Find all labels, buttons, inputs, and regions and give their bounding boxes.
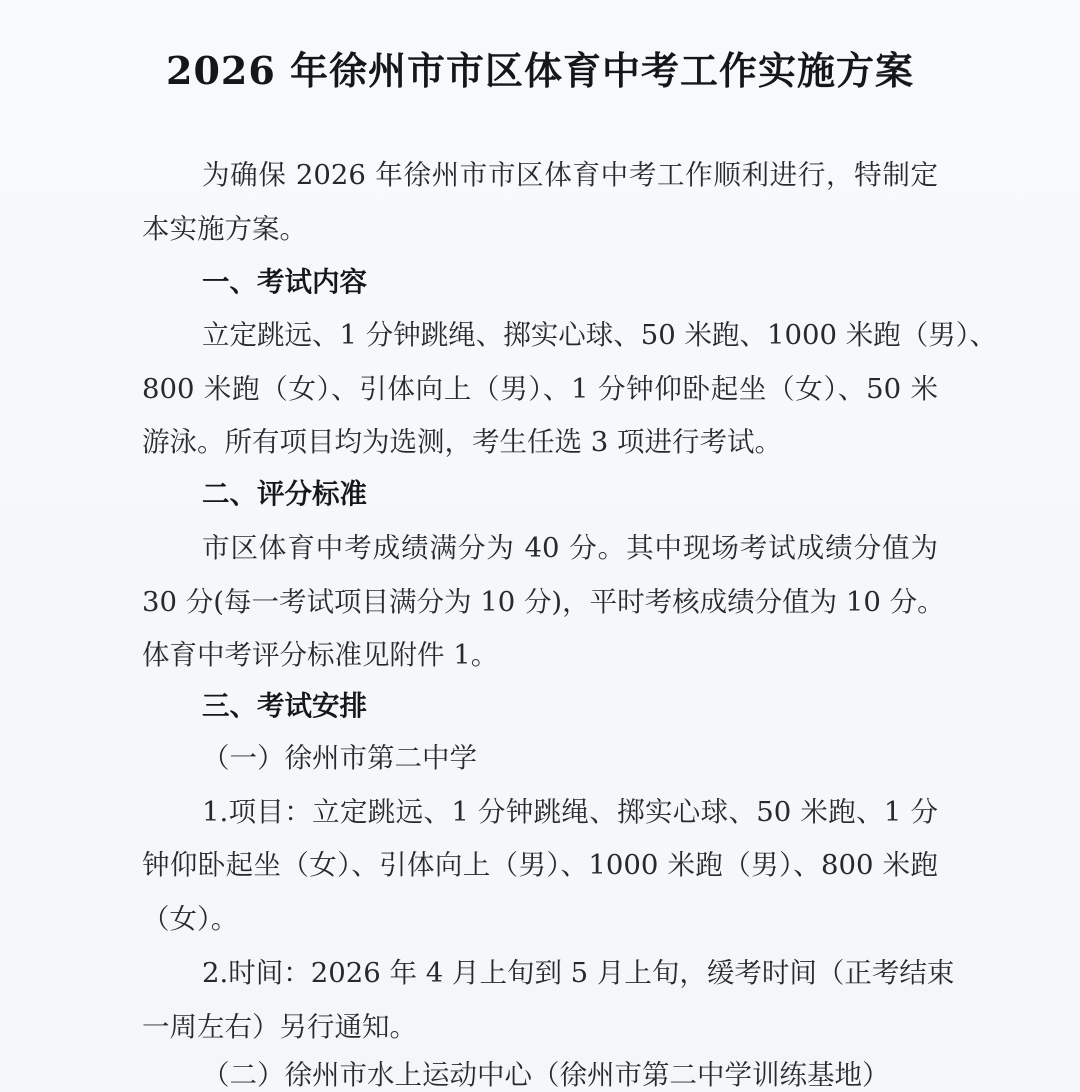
subsection-1-items-line-2: 钟仰卧起坐（女）、引体向上（男）、1000 米跑（男）、800 米跑: [142, 849, 938, 881]
section-3-heading: 三、考试安排: [202, 690, 367, 722]
document-title: 2026 年徐州市市区体育中考工作实施方案: [166, 48, 914, 93]
section-2-line-2: 30 分(每一考试项目满分为 10 分)，平时考核成绩分值为 10 分。: [142, 586, 945, 618]
section-2-line-1: 市区体育中考成绩满分为 40 分。其中现场考试成绩分值为: [202, 532, 938, 564]
section-2-line-3: 体育中考评分标准见附件 1。: [142, 639, 499, 671]
subsection-1-items-line-3: （女）。: [142, 903, 239, 935]
subsection-2-heading: （二）徐州市水上运动中心（徐州市第二中学训练基地）: [202, 1059, 890, 1091]
intro-line-2: 本实施方案。: [142, 213, 307, 245]
section-1-line-3: 游泳。所有项目均为选测，考生任选 3 项进行考试。: [142, 426, 782, 458]
subsection-1-time-line-1: 2.时间：2026 年 4 月上旬到 5 月上旬，缓考时间（正考结束: [202, 957, 955, 989]
section-2-heading: 二、评分标准: [202, 478, 367, 510]
subsection-1-time-line-2: 一周左右）另行通知。: [142, 1011, 417, 1043]
intro-line-1: 为确保 2026 年徐州市市区体育中考工作顺利进行，特制定: [202, 159, 938, 191]
section-1-line-1: 立定跳远、1 分钟跳绳、掷实心球、50 米跑、1000 米跑（男）、: [202, 319, 997, 351]
subsection-1-items-line-1: 1.项目：立定跳远、1 分钟跳绳、掷实心球、50 米跑、1 分: [202, 796, 938, 828]
section-1-line-2: 800 米跑（女）、引体向上（男）、1 分钟仰卧起坐（女）、50 米: [142, 373, 938, 405]
subsection-1-heading: （一）徐州市第二中学: [202, 742, 477, 774]
section-1-heading: 一、考试内容: [202, 266, 367, 298]
